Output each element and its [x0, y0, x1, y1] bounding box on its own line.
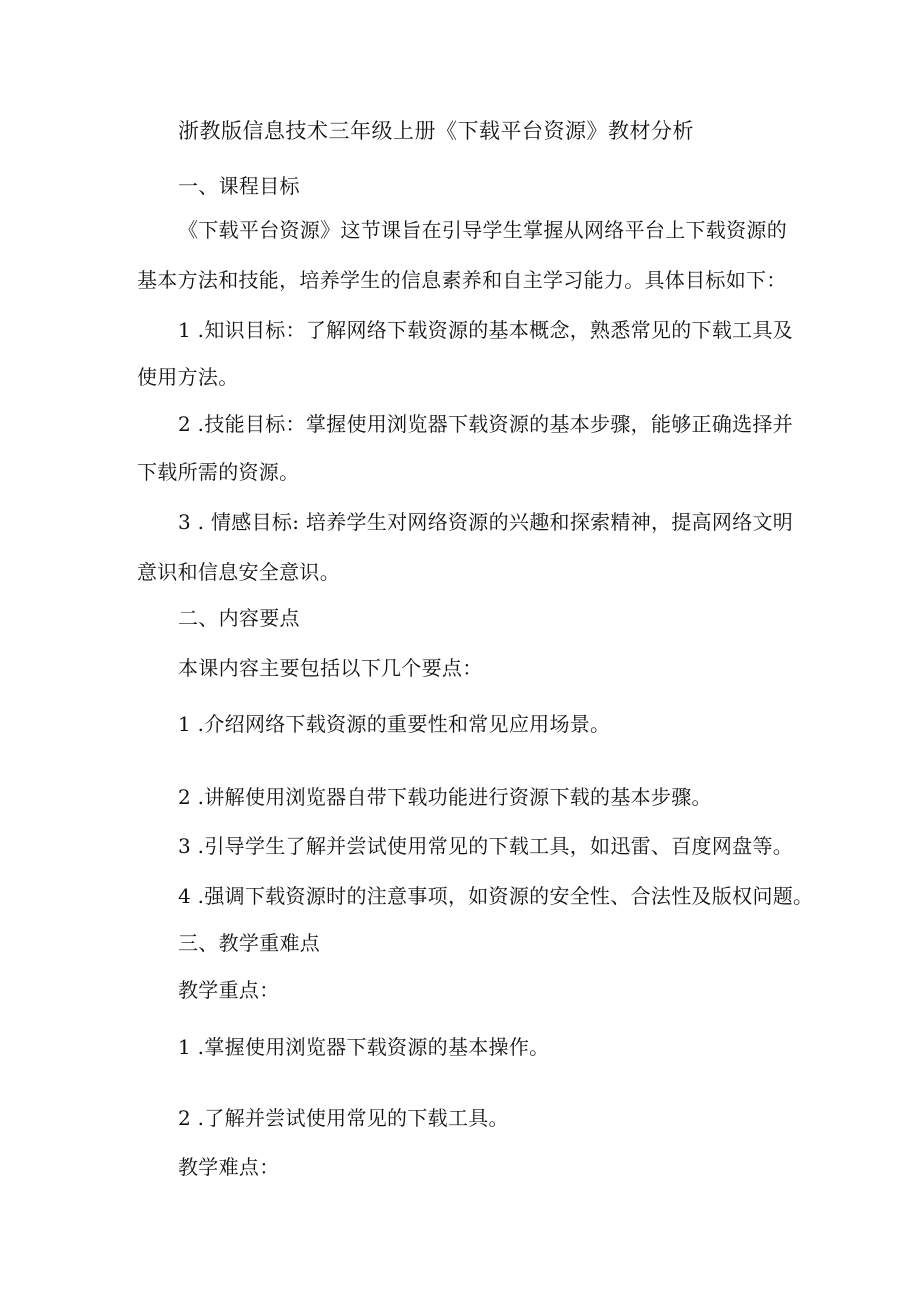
- section2-heading: 二、内容要点: [178, 606, 300, 630]
- content-point-4: 4 .强调下载资源时的注意事项，如资源的安全性、合法性及版权问题。: [178, 884, 814, 908]
- document-title: 浙教版信息技术三年级上册《下载平台资源》教材分析: [178, 119, 694, 143]
- content-point-1: 1 .介绍网络下载资源的重要性和常见应用场景。: [178, 712, 611, 736]
- content-point-2: 2 .讲解使用浏览器自带下载功能进行资源下载的基本步骤。: [178, 785, 712, 809]
- teaching-key-1: 1 .掌握使用浏览器下载资源的基本操作。: [178, 1035, 550, 1059]
- content-point-3: 3 .引导学生了解并尝试使用常见的下载工具，如迅雷、百度网盘等。: [178, 834, 794, 858]
- goal1-line1: 1 .知识目标：了解网络下载资源的基本概念，熟悉常见的下载工具及: [178, 318, 794, 342]
- goal3-line2: 意识和信息安全意识。: [137, 560, 340, 584]
- goal2-line1: 2 .技能目标：掌握使用浏览器下载资源的基本步骤，能够正确选择并: [178, 412, 794, 436]
- teaching-key-2: 2 .了解并尝试使用常见的下载工具。: [178, 1106, 509, 1130]
- teaching-difficulty-label: 教学难点：: [178, 1155, 280, 1179]
- section1-intro-line1: 《下载平台资源》这节课旨在引导学生掌握从网络平台上下载资源的: [178, 218, 787, 242]
- goal3-line1: 3 . 情感目标: 培养学生对网络资源的兴趣和探索精神，提高网络文明: [178, 510, 794, 534]
- section2-intro: 本课内容主要包括以下几个要点：: [178, 656, 483, 680]
- goal1-line2: 使用方法。: [137, 365, 239, 389]
- teaching-key-label: 教学重点：: [178, 978, 280, 1002]
- section1-intro-line2: 基本方法和技能，培养学生的信息素养和自主学习能力。具体目标如下：: [137, 268, 787, 292]
- section3-heading: 三、教学重难点: [178, 931, 321, 955]
- goal2-line2: 下载所需的资源。: [137, 460, 300, 484]
- section1-heading: 一、课程目标: [178, 174, 300, 198]
